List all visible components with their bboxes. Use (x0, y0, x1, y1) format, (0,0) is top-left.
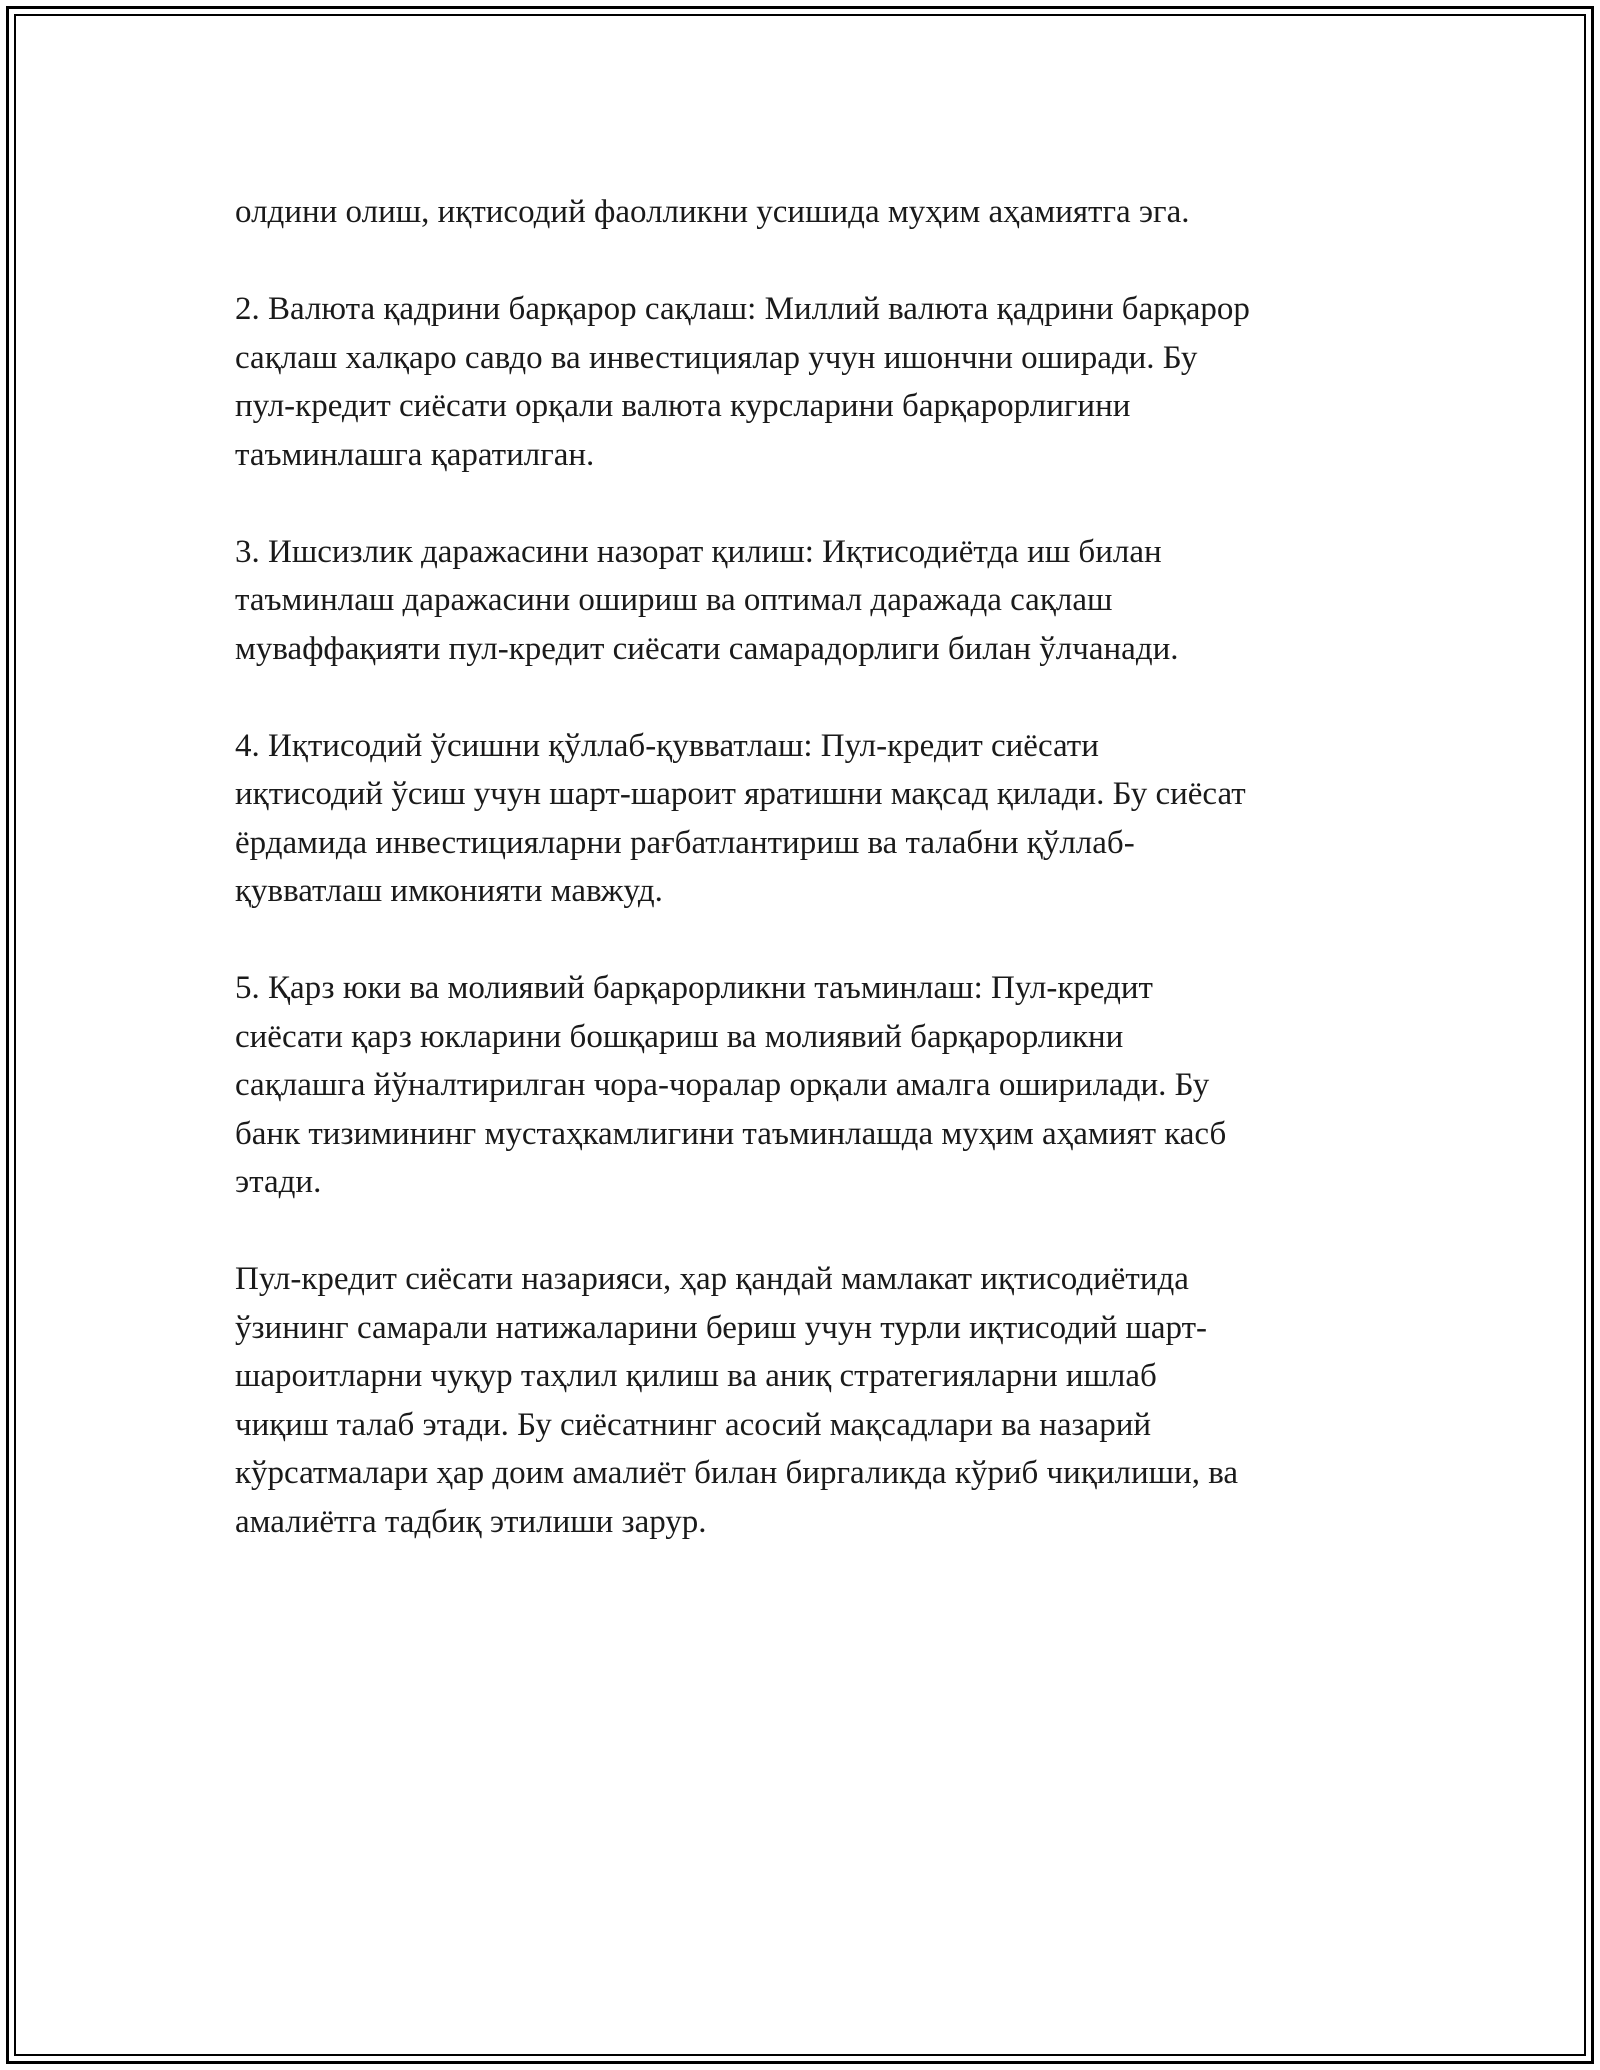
text-line: ёрдамида инвестицияларни рағбатлантириш ва талабни қўллаб- (235, 824, 1135, 861)
text-line: пул-кредит сиёсати орқали валюта курсларини барқарорлигини (235, 388, 1131, 424)
text-line: 3. Ишсизлик даражасини назорат қилиш: Иқтисодиётда иш билан (235, 533, 1162, 570)
text-line: шароитларни чуқур таҳлил қилиш ва аниқ стратегияларни ишлаб (235, 1358, 1157, 1394)
text-line: 5. Қарз юки ва молиявий барқарорликни таъминлаш: Пул-кредит (235, 970, 1153, 1006)
text-line: 4. Иқтисодий ўсишни қўллаб-қувватлаш: Пул-кредит сиёсати (235, 727, 1099, 764)
text-line: банк тизимининг мустаҳкамлигини таъминлашда муҳим аҳамият касб (235, 1115, 1227, 1152)
text-line: чиқиш талаб этади. Бу сиёсатнинг асосий мақсадлари ва назарий (235, 1406, 1152, 1443)
text-line: 2. Валюта қадрини барқарор сақлаш: Миллий валюта қадрини барқарор (235, 291, 1250, 327)
text-line: иқтисодий ўсиш учун шарт-шароит яратишни мақсад қилади. Бу сиёсат (235, 776, 1246, 812)
paragraph-item-4 (235, 722, 1385, 916)
text-line: олдини олиш, иқтисодий фаолликни усишида муҳим аҳамиятга эга. (235, 194, 1190, 230)
text-line: сақлашга йўналтирилган чора-чоралар орқали амалга оширилади. Бу (235, 1067, 1210, 1103)
paragraph-conclusion (235, 1255, 1385, 1546)
text-line: сиёсати қарз юкларини бошқариш ва молиявий барқарорликни (235, 1018, 1124, 1055)
text-line: таъминлаш даражасини ошириш ва оптимал даражада сақлаш (235, 582, 1113, 618)
document-body (235, 188, 1385, 1595)
text-line: сақлаш халқаро савдо ва инвестициялар учун ишончни оширади. Бу (235, 339, 1198, 376)
text-line: қувватлаш имконияти мавжуд. (235, 873, 663, 909)
paragraph-intro-continuation (235, 188, 1385, 237)
paragraph-item-3 (235, 528, 1385, 674)
paragraph-item-5 (235, 964, 1385, 1207)
text-line: Пул-кредит сиёсати назарияси, ҳар қандай мамлакат иқтисодиётида (235, 1261, 1189, 1297)
text-line: ўзининг самарали натижаларини бериш учун турли иқтисодий шарт- (235, 1309, 1208, 1346)
text-line: амалиётга тадбиқ этилиши зарур. (235, 1503, 707, 1540)
text-line: таъминлашга қаратилган. (235, 436, 595, 473)
text-line: кўрсатмалари ҳар доим амалиёт билан биргаликда кўриб чиқилиши, ва (235, 1455, 1239, 1491)
text-line: этади. (235, 1164, 322, 1200)
paragraph-item-2 (235, 285, 1385, 479)
text-line: муваффақияти пул-кредит сиёсати самарадорлиги билан ўлчанади. (235, 630, 1179, 667)
